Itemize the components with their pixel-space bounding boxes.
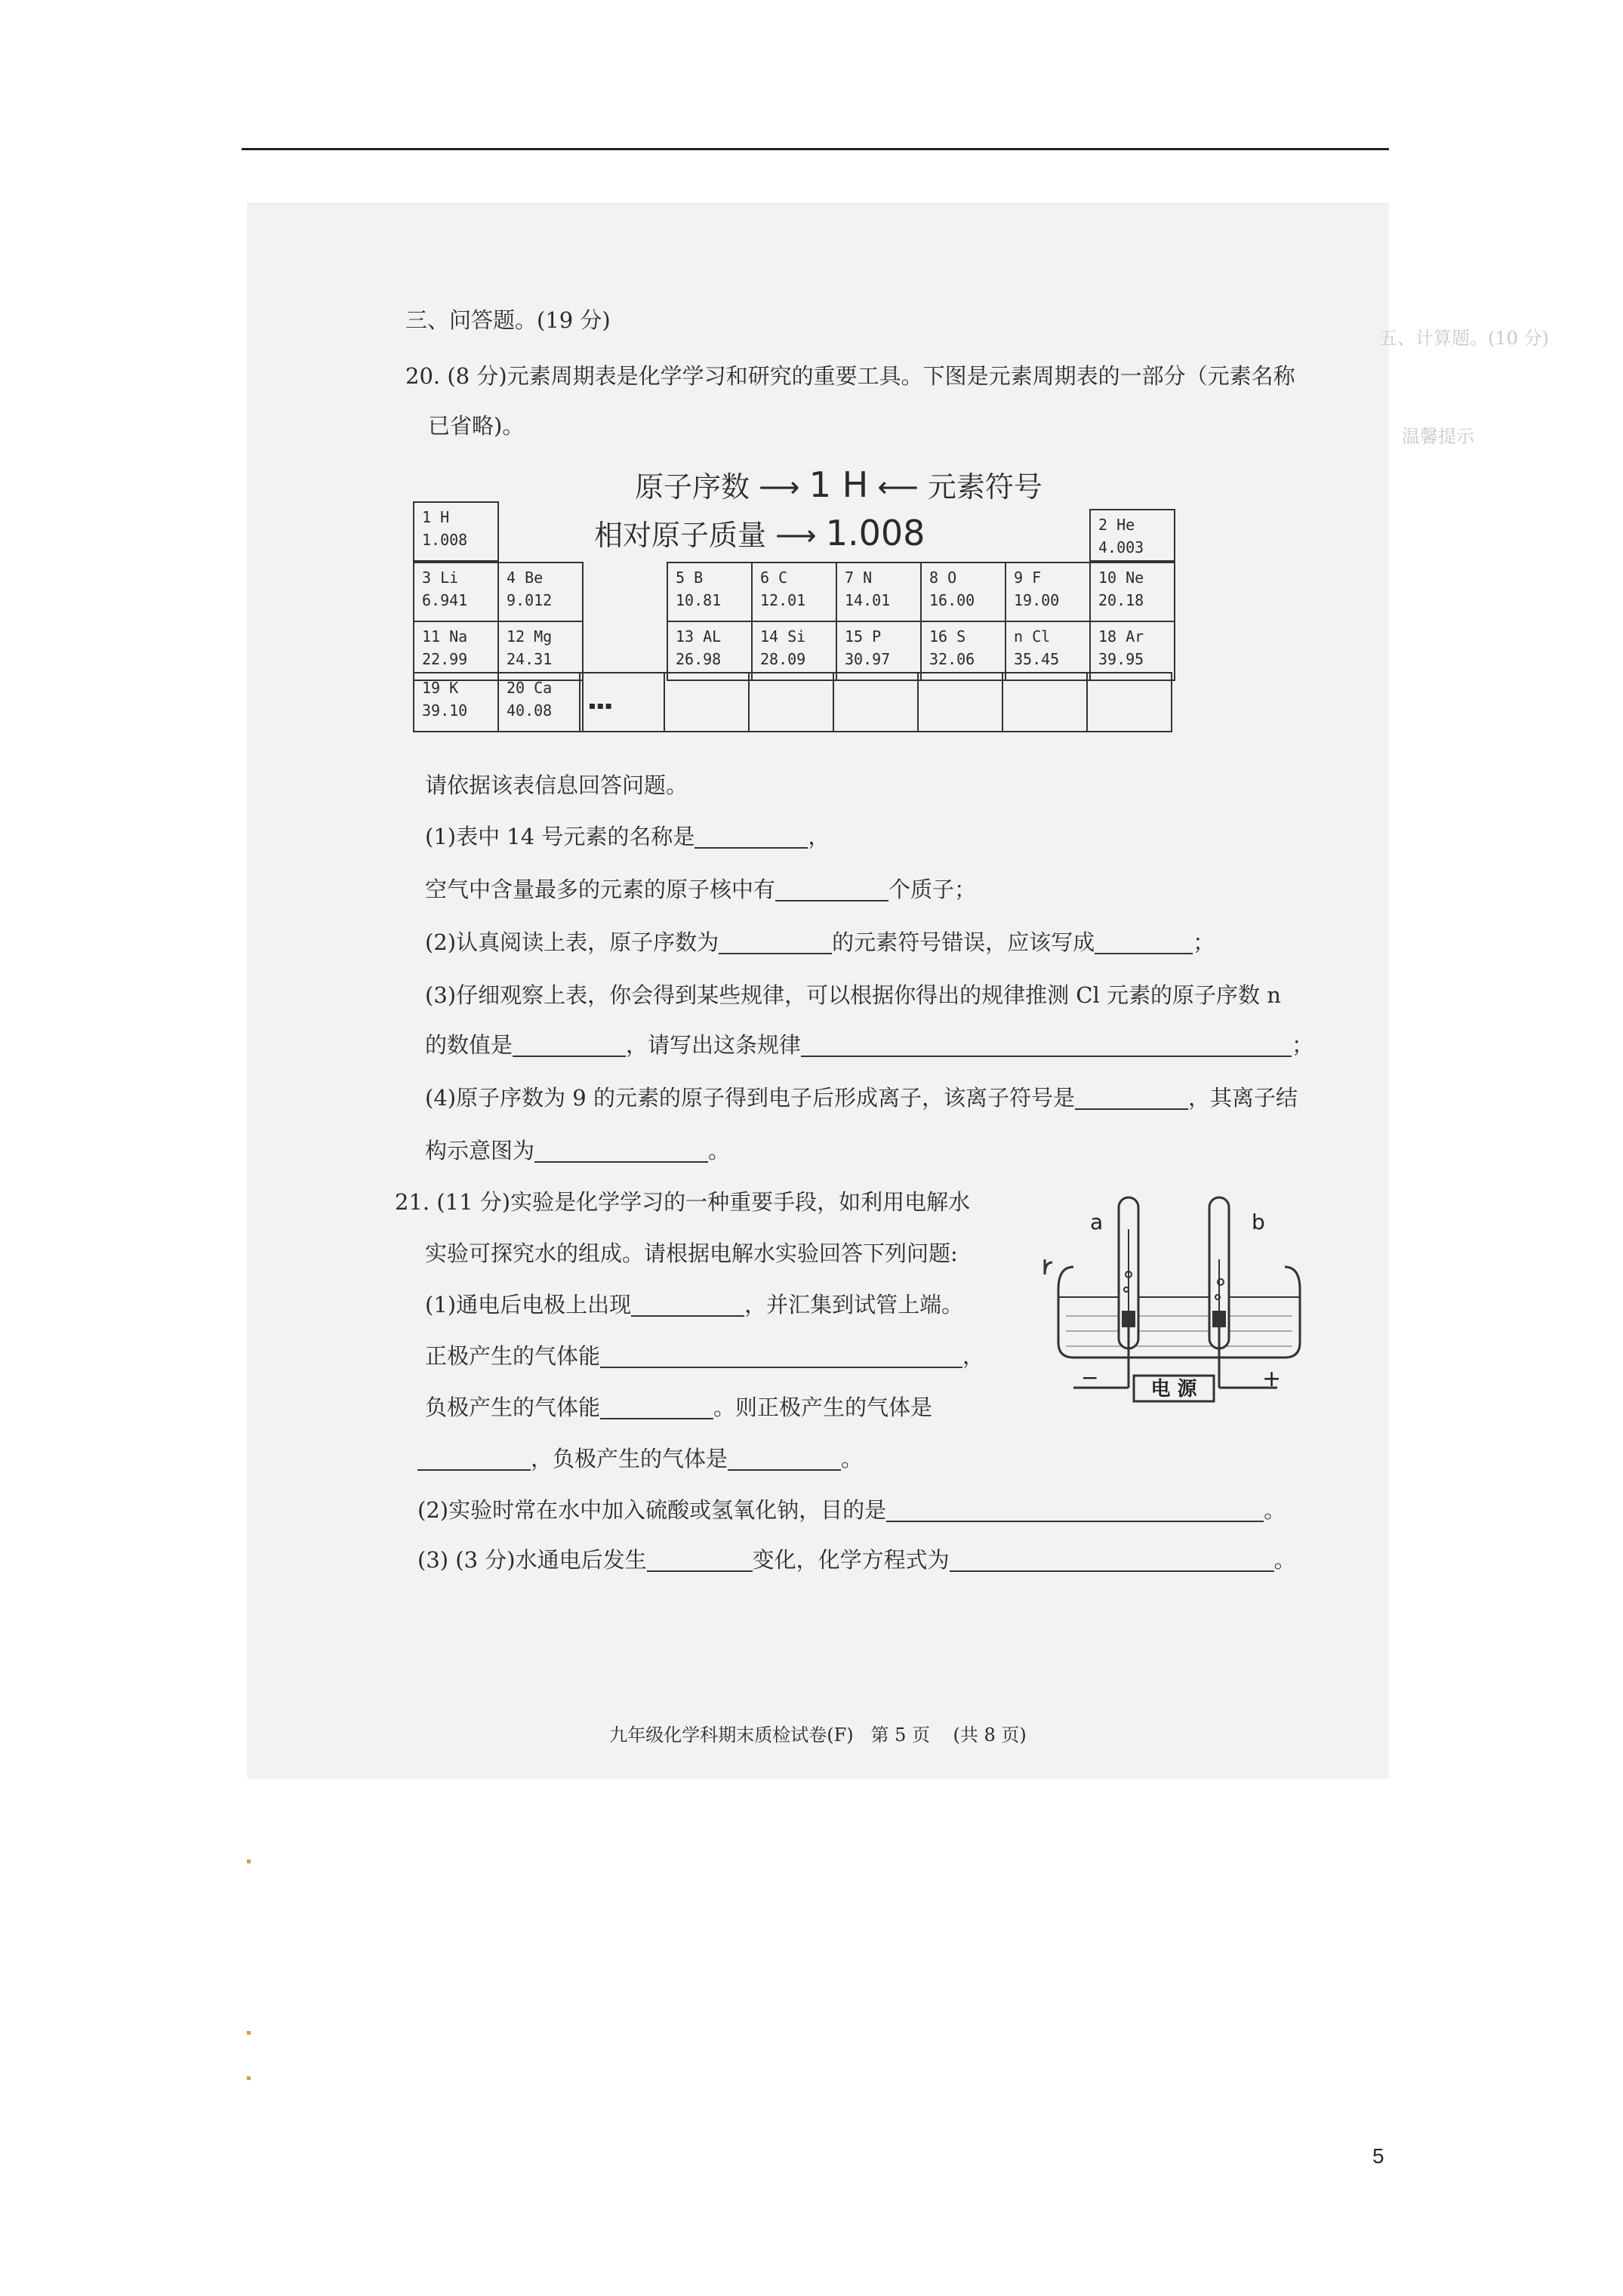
legend-number-row [635,464,1042,505]
q20-part4a-text: (4)原子序数为 9 的元素的原子得到电子后形成离子，该离子符号是 [425,1085,1075,1111]
answer-blank[interactable] [600,1344,962,1368]
element-mass: 39.95 [1098,650,1144,668]
answer-blank[interactable] [950,1548,1274,1572]
empty-cell [917,672,1003,732]
element-mass: 24.31 [507,650,553,668]
answer-blank[interactable] [600,1395,713,1419]
q21-part1a-end: ，并汇集到试管上端。 [744,1292,964,1318]
scanned-exam-page [247,202,1549,1779]
element-number-symbol: 16 S [929,627,966,646]
element-number-symbol: 11 Na [422,627,468,646]
electrolysis-apparatus-diagram [1036,1184,1323,1433]
element-mass: 32.06 [929,650,975,668]
element-mass: 26.98 [676,650,722,668]
element-mass: 30.97 [845,650,891,668]
element-cell [497,562,584,622]
ellipsis-cell [579,672,665,732]
q21-part3-end: 。 [1273,1547,1296,1573]
q20-part1b [425,874,976,905]
element-mass: 14.01 [845,591,891,609]
q20-intro-line1: 20. (8 分)元素周期表是化学学习和研究的重要工具。下图是元素周期表的一部分（元素名称 [405,363,1295,389]
answer-blank[interactable] [513,1033,626,1057]
q21-part1b [425,1341,984,1371]
footer-exam-name: 九年级化学科期末质检试卷(F) [609,1724,854,1746]
q21-intro-line2: 实验可探究水的组成。请根据电解水实验回答下列问题: [425,1240,958,1266]
q21-part1c-text: 负极产生的气体能 [425,1395,601,1420]
element-cell [413,562,499,622]
element-number-symbol: 6 C [760,569,788,587]
q21-part3 [417,1545,1296,1575]
element-number-symbol: 14 Si [760,627,806,646]
right-arrow-icon: ⟶ [759,470,800,504]
element-number-symbol: 19 K [422,679,459,697]
bleed-through-text: 温馨提示 [1402,426,1474,447]
q21-part2-text: (2)实验时常在水中加入硫酸或氢氧化钠，目的是 [417,1497,887,1523]
element-number-symbol: 13 AL [676,627,722,646]
right-arrow-icon: ⟶ [775,519,817,552]
element-number-symbol: 4 Be [507,569,544,587]
legend-mass-row [594,512,925,553]
q20-part1a-text: (1)表中 14 号元素的名称是 [425,824,695,849]
element-mass: 39.10 [422,701,468,720]
q20-part2 [425,927,1215,957]
element-number-symbol: n Cl [1014,627,1051,646]
q21-part1d-end: 。 [841,1446,864,1472]
q20-part1a [425,821,830,852]
answer-blank[interactable] [1095,930,1193,954]
element-cell [667,562,753,622]
element-mass: 10.81 [676,591,722,609]
q21-part2-end: 。 [1264,1497,1286,1523]
q20-part3b-end: ； [1292,1032,1314,1058]
tube-a-label: a [1090,1210,1104,1234]
element-cell [751,562,837,622]
answer-blank[interactable] [417,1447,531,1471]
answer-blank[interactable] [775,877,888,901]
q21-part1b-end: ， [962,1343,985,1369]
empty-cell [1002,672,1088,732]
q21-part3-mid: 变化，化学方程式为 [752,1547,950,1573]
q21-part1c-end: 。则正极产生的气体是 [713,1395,933,1420]
q20-part1a-end: ， [808,824,830,849]
element-mass: 20.18 [1098,591,1144,609]
answer-blank[interactable] [886,1498,1264,1522]
page-number: 5 [1372,2144,1384,2168]
q20-part2-end: ； [1193,929,1215,955]
q20-part3a: (3)仔细观察上表，你会得到某些规律，可以根据你得出的规律推测 Cl 元素的原子序数 n [425,982,1281,1008]
answer-blank[interactable] [728,1447,841,1471]
element-cell [413,672,499,732]
element-cell [497,672,584,732]
element-cell [1005,562,1091,622]
q20-part1b-end: 个质子； [888,877,977,902]
tube-b-label: b [1252,1210,1265,1234]
empty-cell [1086,672,1172,732]
q20-part4a [425,1083,1298,1113]
element-mass: 16.00 [929,591,975,609]
element-number-symbol: 8 O [929,569,957,587]
q20-part3b-text: 的数值是 [425,1032,513,1058]
answer-blank[interactable] [694,824,808,849]
q20-part2-text: (2)认真阅读上表，原子序数为 [425,929,719,955]
element-number-symbol: 1 H [422,508,450,526]
element-number-symbol: 7 N [845,569,873,587]
element-mass: 6.941 [422,591,468,609]
answer-blank[interactable] [1075,1086,1188,1110]
positive-terminal-icon: + [1262,1366,1282,1392]
q21-part1d [417,1444,863,1474]
section-title: 三、问答题。(19 分) [405,307,611,333]
element-number-symbol: 15 P [845,627,882,646]
exam-footer [247,1720,1389,1746]
q20-part4b [425,1136,730,1166]
element-number-symbol: 9 F [1014,569,1042,587]
legend-mass-value: 1.008 [825,513,925,553]
answer-blank[interactable] [534,1139,708,1163]
marker-dot [247,2076,251,2080]
element-cell [920,562,1006,622]
element-cell [836,562,922,622]
element-mass: 40.08 [507,701,553,720]
element-mass: 19.00 [1014,591,1060,609]
marker-dot [247,1860,251,1863]
q20-part4b-text: 构示意图为 [425,1138,535,1163]
power-supply-label: 电 源 [1150,1378,1197,1401]
q20-intro-line2: 已省略)。 [428,413,525,439]
marker-dot [247,2031,251,2035]
bleed-through-text: 五、计算题。(10 分) [1379,328,1549,349]
q21-part2 [417,1495,1286,1525]
element-number-symbol: 3 Li [422,569,459,587]
q21-part1a [425,1290,963,1320]
element-number-symbol: 2 He [1098,516,1135,534]
answer-blank[interactable] [719,930,832,954]
empty-cell [833,672,919,732]
footer-total-pages: (共 8 页) [953,1724,1027,1746]
element-number-symbol: 12 Mg [507,627,553,646]
legend-symbol-label: 元素符号 [927,470,1042,504]
q21-part1b-text: 正极产生的气体能 [425,1343,601,1369]
q20-part1b-text: 空气中含量最多的元素的原子核中有 [425,877,776,902]
element-mass: 1.008 [422,531,468,549]
element-cell [1089,562,1175,622]
element-cell [1089,509,1175,562]
answer-blank[interactable] [801,1033,1292,1057]
legend-mass-label: 相对原子质量 [594,519,767,552]
header-rule [242,148,1389,150]
negative-terminal-icon: − [1081,1365,1099,1390]
element-mass: 12.01 [760,591,806,609]
legend-symbol-value: 1 H [808,464,869,505]
q21-part1c [425,1392,932,1422]
empty-cell [664,672,750,732]
q21-part3-text: (3) (3 分)水通电后发生 [417,1547,647,1573]
q21-part1d-mid: ，负极产生的气体是 [531,1446,728,1472]
element-mass: 22.99 [422,650,468,668]
element-number-symbol: 5 B [676,569,704,587]
q20-part2-mid: 的元素符号错误，应该写成 [832,929,1095,955]
q20-prompt: 请依据该表信息回答问题。 [425,772,688,798]
empty-cell [748,672,834,732]
element-mass: 28.09 [760,650,806,668]
element-number-symbol: 18 Ar [1098,627,1144,646]
answer-blank[interactable] [631,1293,744,1317]
element-mass: 35.45 [1014,650,1060,668]
legend-atomic-number-label: 原子序数 [635,470,750,504]
q20-part3b [425,1030,1313,1060]
element-mass: 9.012 [507,591,553,609]
element-mass: 4.003 [1098,538,1144,556]
q21-intro-line1: 21. (11 分)实验是化学学习的一种重要手段，如利用电解水 [395,1189,971,1215]
q20-part4b-end: 。 [708,1138,731,1163]
ellipsis-mark: ▪▪▪ [588,698,613,713]
q20-part4a-end: ，其离子结 [1187,1085,1298,1111]
q21-part1a-text: (1)通电后电极上出现 [425,1292,632,1318]
element-cell [413,501,499,562]
element-number-symbol: 10 Ne [1098,569,1144,587]
answer-blank[interactable] [647,1548,753,1572]
footer-page: 第 5 页 [870,1724,931,1746]
left-arrow-icon: ⟵ [877,470,919,504]
element-number-symbol: 20 Ca [507,679,553,697]
q20-part3b-mid: ，请写出这条规律 [626,1032,802,1058]
